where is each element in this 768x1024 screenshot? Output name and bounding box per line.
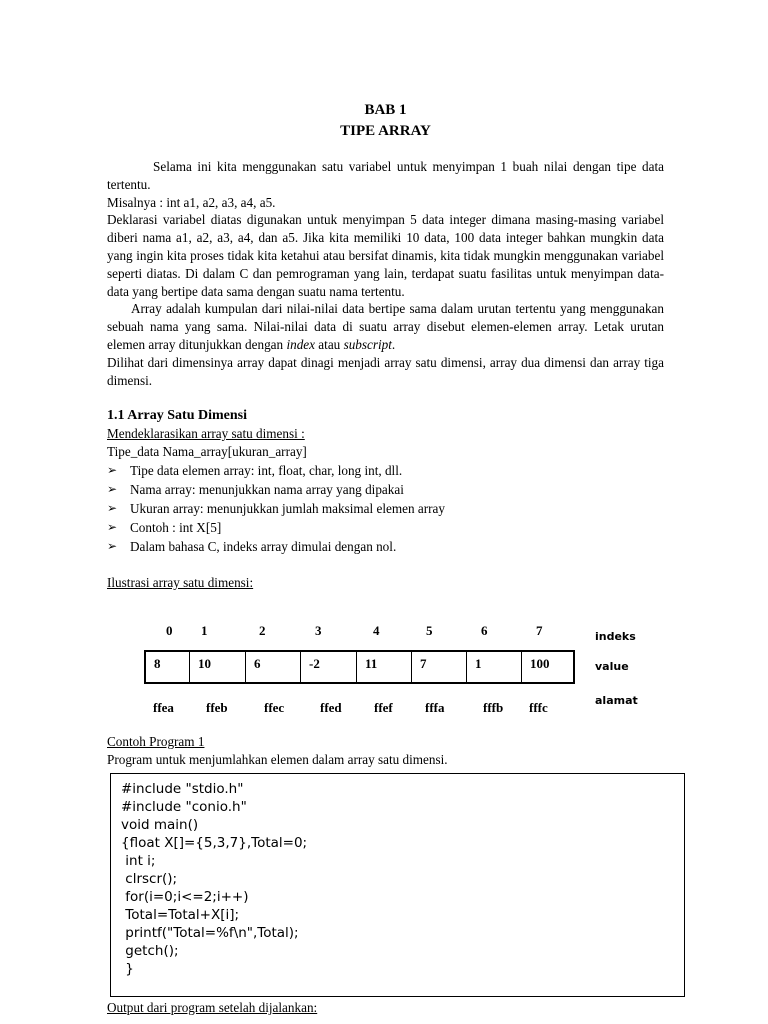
output-label: Output dari program setelah dijalankan:: [107, 1000, 318, 1015]
list-item-text: Contoh : int X[5]: [130, 519, 222, 535]
text-segment: .: [391, 336, 396, 352]
list-item: [107, 499, 664, 518]
side-label-address: alamat: [595, 694, 638, 707]
code-block: [110, 773, 685, 997]
address-label: ffeb: [206, 700, 228, 715]
arrow-bullet-icon: ➢: [107, 462, 118, 477]
code-line: {float X[]={5,3,7},Total=0;: [121, 835, 308, 851]
address-label: fffc: [529, 700, 548, 715]
index-label: 5: [426, 623, 433, 638]
array-cell: 8: [146, 652, 190, 682]
code-line: getch();: [121, 943, 179, 959]
paragraph-intro: Selama ini kita menggunakan satu variabel untuk menyimpan 1 buah nilai dengan tipe data tertentu.: [107, 159, 664, 192]
index-label: 1: [201, 623, 208, 638]
index-label: 4: [373, 623, 380, 638]
code-line: Total=Total+X[i];: [121, 907, 240, 923]
program-label: Contoh Program 1: [107, 734, 205, 749]
list-item-text: Ukuran array: menunjukkan jumlah maksimal elemen array: [130, 500, 445, 516]
term-subscript: subscript: [343, 336, 392, 352]
illustration-label: Ilustrasi array satu dimensi:: [107, 574, 254, 590]
array-cell: 11: [357, 652, 412, 682]
side-label-index: indeks: [595, 630, 636, 643]
code-line: }: [121, 961, 134, 977]
address-label: ffec: [264, 700, 285, 715]
code-line: clrscr();: [121, 871, 178, 887]
list-item-text: Tipe data elemen array: int, float, char, long int, dll.: [130, 462, 403, 478]
chapter-title: [107, 100, 664, 142]
chapter-number: BAB 1: [364, 102, 407, 118]
text-segment: atau: [315, 336, 344, 352]
array-cell: 7: [412, 652, 467, 682]
arrow-bullet-icon: ➢: [107, 519, 118, 534]
index-label: 3: [315, 623, 322, 638]
program-description: Program untuk menjumlahkan elemen dalam array satu dimensi.: [107, 752, 448, 767]
code-line: #include "conio.h": [121, 799, 247, 815]
bullet-list: [107, 461, 664, 556]
paragraph-declaration: Deklarasi variabel diatas digunakan untuk menyimpan 5 data integer dimana masing-masing variabel diberi nama a1, a2, a3, a4, dan a5. Jika kita memiliki 10 data, 100 data integer bahkan mungkin data yang ingin kita proses tidak kita ketahui atau bersifat dinamis, kita tidak mungkin menggunakan variabel seperti diatas. Di dalam C dan pemrograman yang lain, terdapat suatu fasilitas untuk menyimpan data-data yang bertipe data sama dengan suatu nama tertentu.: [107, 212, 664, 299]
code-line: #include "stdio.h": [121, 781, 244, 797]
list-item: [107, 518, 664, 537]
paragraph-example: Misalnya : int a1, a2, a3, a4, a5.: [107, 194, 276, 210]
section-heading: 1.1 Array Satu Dimensi: [107, 408, 247, 424]
code-line: for(i=0;i<=2;i++): [121, 889, 249, 905]
arrow-bullet-icon: ➢: [107, 538, 118, 553]
index-label: 6: [481, 623, 488, 638]
array-cell: 1: [467, 652, 522, 682]
side-label-value: value: [595, 660, 629, 673]
address-label: ffea: [153, 700, 174, 715]
code-line: int i;: [121, 853, 156, 869]
code-line: printf("Total=%f\n",Total);: [121, 925, 299, 941]
address-label: fffb: [483, 700, 504, 715]
paragraph-dimensions: Dilihat dari dimensinya array dapat dinagi menjadi array satu dimensi, array dua dimensi dan array tiga dimensi.: [107, 354, 664, 388]
term-index: index: [286, 336, 315, 352]
array-cell: 6: [246, 652, 301, 682]
address-label: ffed: [320, 700, 342, 715]
program-heading: [107, 733, 448, 769]
list-item: [107, 480, 664, 499]
array-illustration: [144, 620, 664, 720]
list-item: [107, 461, 664, 480]
syntax-line: Tipe_data Nama_array[ukuran_array]: [107, 443, 307, 459]
arrow-bullet-icon: ➢: [107, 500, 118, 515]
list-item: [107, 537, 664, 556]
index-label: 7: [536, 623, 543, 638]
index-label: 2: [259, 623, 266, 638]
index-label: 0: [166, 623, 173, 638]
list-item-text: Dalam bahasa C, indeks array dimulai dengan nol.: [130, 538, 397, 554]
arrow-bullet-icon: ➢: [107, 481, 118, 496]
document-page: [107, 100, 664, 592]
array-cell: -2: [301, 652, 357, 682]
list-item-text: Nama array: menunjukkan nama array yang dipakai: [130, 481, 404, 497]
address-label: fffa: [425, 700, 445, 715]
code-line: void main(): [121, 817, 199, 833]
array-cell: 10: [190, 652, 246, 682]
text-segment: Array adalah kumpulan dari nilai-nilai data bertipe sama dalam urutan tertentu yang menggunakan sebuah nama yang sama. Nilai-nilai data di suatu array disebut elemen-elemen array. Letak urutan elemen array ditunjukkan dengan: [107, 301, 664, 352]
array-cells: [144, 650, 575, 684]
address-label: ffef: [374, 700, 393, 715]
array-cell: 100: [530, 656, 550, 671]
paragraph-array-definition: [107, 300, 664, 353]
declare-label: Mendeklarasikan array satu dimensi :: [107, 426, 305, 442]
chapter-name: TIPE ARRAY: [340, 123, 431, 139]
